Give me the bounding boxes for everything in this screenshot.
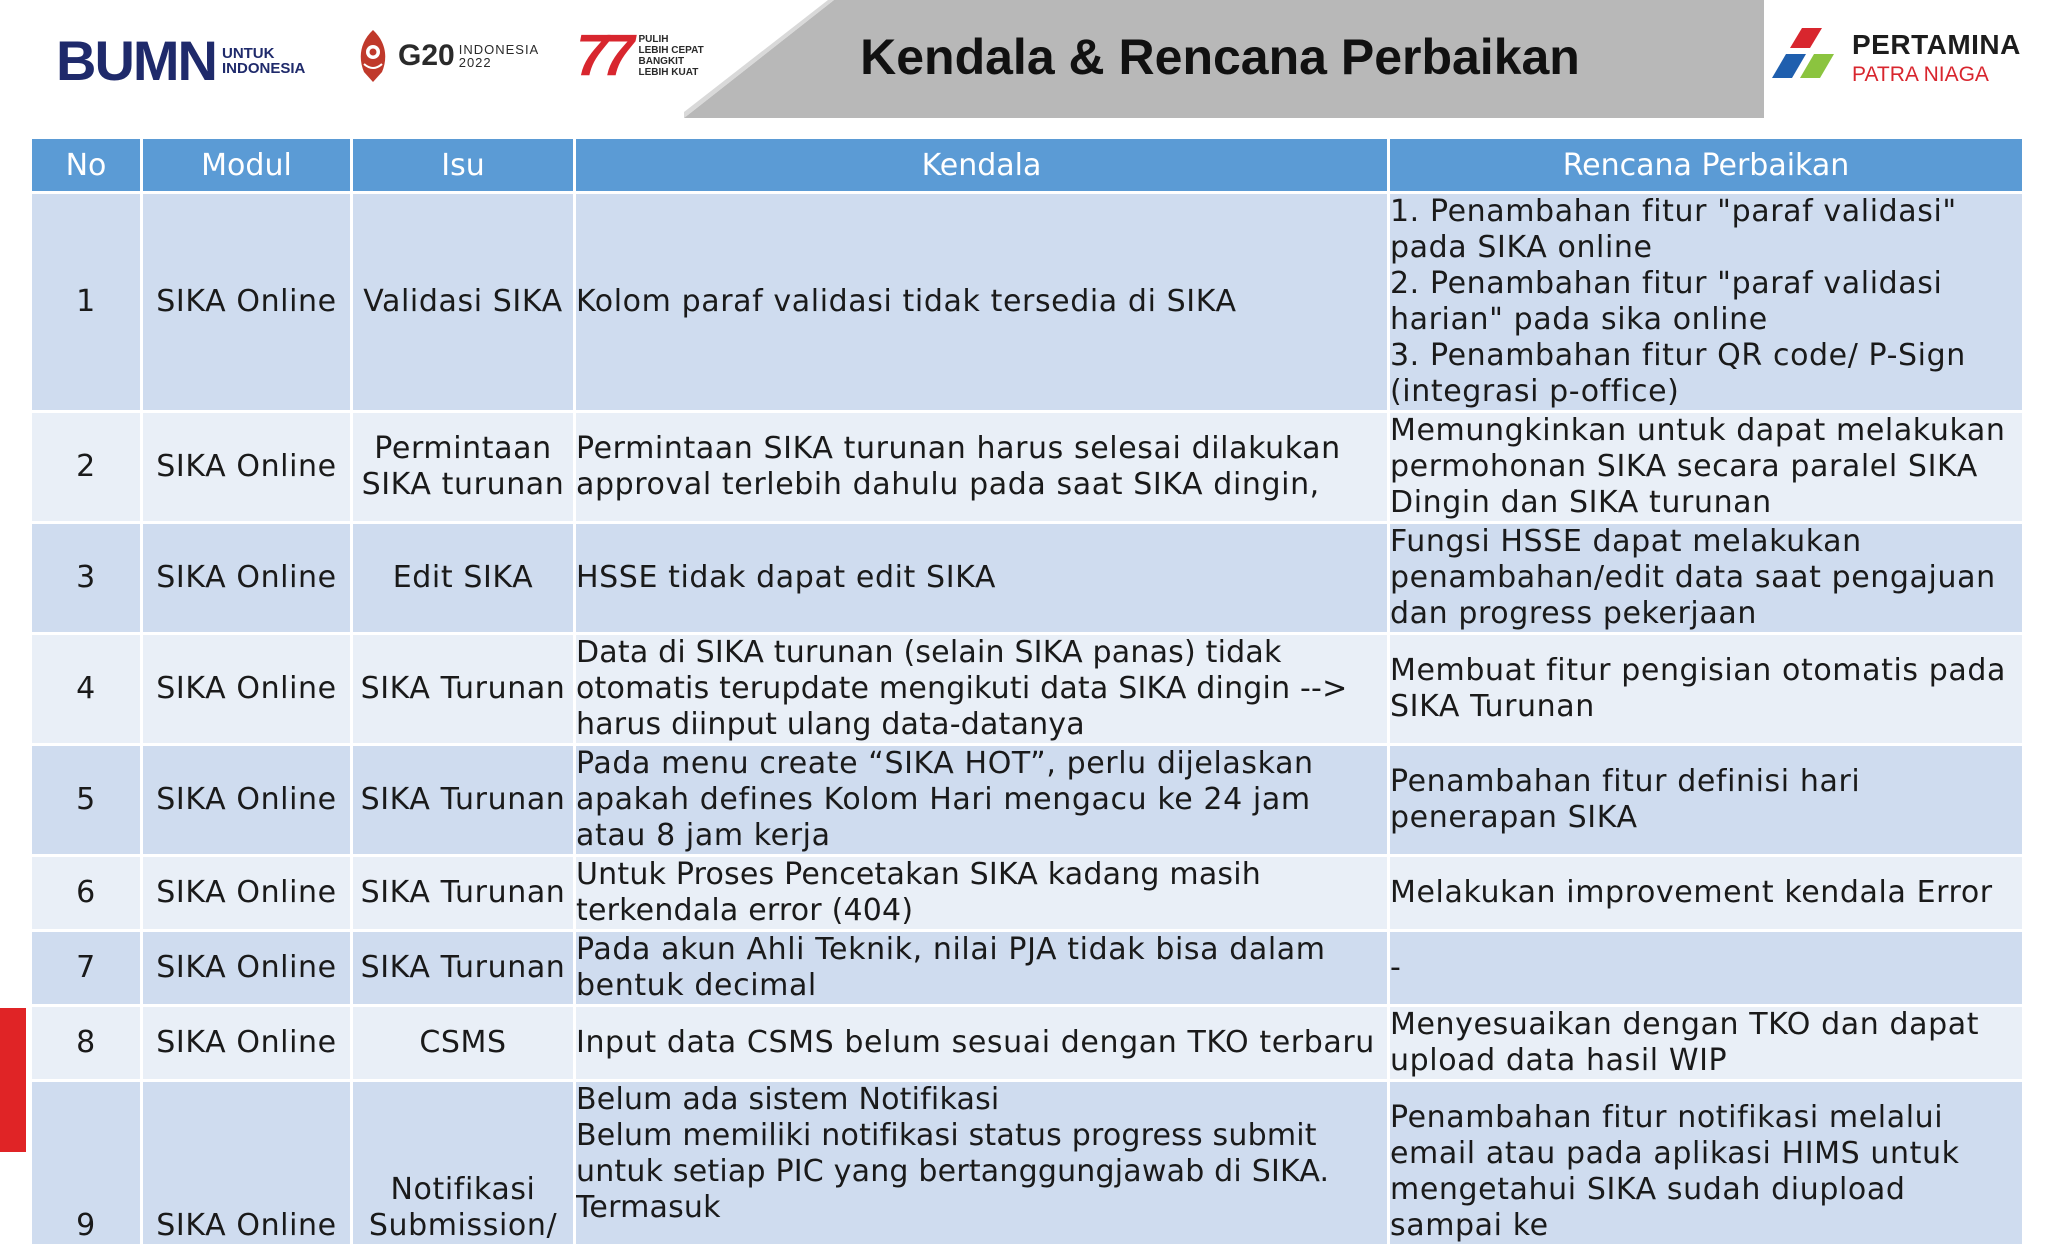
column-header-modul: Modul	[143, 139, 350, 191]
cell-no: 6	[32, 857, 140, 929]
cell-isu: SIKA Turunan	[353, 932, 573, 1004]
issues-table	[29, 136, 2025, 1247]
cell-no: 9	[32, 1082, 140, 1244]
cell-modul: SIKA Online	[143, 635, 350, 743]
cell-isu: Notifikasi Submission/	[353, 1082, 573, 1244]
column-header-rencana: Rencana Perbaikan	[1390, 139, 2022, 191]
cell-isu: SIKA Turunan	[353, 746, 573, 854]
cell-kendala: Input data CSMS belum sesuai dengan TKO terbaru	[576, 1007, 1387, 1079]
cell-kendala: Data di SIKA turunan (selain SIKA panas) tidak otomatis terupdate mengikuti data SIKA dingin --> harus diinput ulang data-datanya	[576, 635, 1387, 743]
cell-modul: SIKA Online	[143, 1082, 350, 1244]
pertamina-logo	[1756, 18, 2021, 98]
table-header-row	[32, 139, 2022, 191]
pertamina-logo-text	[1852, 28, 2021, 88]
pertamina-subname: PATRA NIAGA	[1852, 63, 1989, 86]
table-row	[32, 1082, 2022, 1244]
table-row	[32, 413, 2022, 521]
cell-no: 3	[32, 524, 140, 632]
left-edge-accent	[0, 1008, 26, 1152]
g20-logo-subtitle: INDONESIA 2022	[458, 42, 540, 70]
cell-rencana: -	[1390, 932, 2022, 1004]
column-header-no: No	[32, 139, 140, 191]
cell-rencana: Fungsi HSSE dapat melakukan penambahan/edit data saat pengajuan dan progress pekerjaan	[1390, 524, 2022, 632]
cell-no: 2	[32, 413, 140, 521]
ri77-logo-tagline: PULIH LEBIH CEPAT BANGKIT LEBIH KUAT	[638, 34, 704, 78]
cell-no: 7	[32, 932, 140, 1004]
table-row	[32, 932, 2022, 1004]
table-row	[32, 194, 2022, 410]
cell-kendala: Pada menu create “SIKA HOT”, perlu dijelaskan apakah defines Kolom Hari mengacu ke 24 jam atau 8 jam kerja	[576, 746, 1387, 854]
bumn-logo	[56, 29, 306, 92]
cell-kendala: Pada akun Ahli Teknik, nilai PJA tidak bisa dalam bentuk decimal	[576, 932, 1387, 1004]
ri77-logo-number: 77	[576, 23, 629, 88]
table-row	[32, 635, 2022, 743]
cell-modul: SIKA Online	[143, 413, 350, 521]
cell-no: 4	[32, 635, 140, 743]
cell-modul: SIKA Online	[143, 194, 350, 410]
cell-isu: Edit SIKA	[353, 524, 573, 632]
cell-rencana: Melakukan improvement kendala Error	[1390, 857, 2022, 929]
cell-kendala: HSSE tidak dapat edit SIKA	[576, 524, 1387, 632]
column-header-isu: Isu	[353, 139, 573, 191]
cell-modul: SIKA Online	[143, 524, 350, 632]
cell-kendala: Untuk Proses Pencetakan SIKA kadang masih terkendala error (404)	[576, 857, 1387, 929]
cell-isu: SIKA Turunan	[353, 857, 573, 929]
cell-no: 8	[32, 1007, 140, 1079]
cell-rencana: Penambahan fitur notifikasi melalui email atau pada aplikasi HIMS untuk mengetahui SIKA sudah diupload sampai ke	[1390, 1082, 2022, 1244]
g20-emblem-icon	[352, 28, 394, 84]
pertamina-mark-icon	[1756, 26, 1846, 90]
table-row	[32, 857, 2022, 929]
pertamina-name: PERTAMINA	[1852, 29, 2021, 60]
cell-kendala: Belum ada sistem Notifikasi Belum memiliki notifikasi status progress submit untuk setiap PIC yang bertanggungjawab di SIKA. Termasuk	[576, 1082, 1387, 1244]
cell-rencana: Membuat fitur pengisian otomatis pada SIKA Turunan	[1390, 635, 2022, 743]
cell-no: 1	[32, 194, 140, 410]
page-title: Kendala & Rencana Perbaikan	[860, 29, 1580, 85]
cell-rencana: Menyesuaikan dengan TKO dan dapat upload data hasil WIP	[1390, 1007, 2022, 1079]
cell-modul: SIKA Online	[143, 1007, 350, 1079]
cell-rencana: Memungkinkan untuk dapat melakukan permohonan SIKA secara paralel SIKA Dingin dan SIKA turunan	[1390, 413, 2022, 521]
cell-isu: Validasi SIKA	[353, 194, 573, 410]
cell-modul: SIKA Online	[143, 746, 350, 854]
table-row	[32, 524, 2022, 632]
g20-logo	[352, 26, 539, 86]
cell-isu: CSMS	[353, 1007, 573, 1079]
g20-logo-word: G20	[398, 39, 455, 72]
cell-isu: SIKA Turunan	[353, 635, 573, 743]
column-header-kendala: Kendala	[576, 139, 1387, 191]
cell-rencana: 1. Penambahan fitur "paraf validasi" pada SIKA online 2. Penambahan fitur "paraf validasi harian" pada sika online 3. Penambahan fitur QR code/ P-Sign (integrasi p-office)	[1390, 194, 2022, 410]
cell-kendala: Permintaan SIKA turunan harus selesai dilakukan approval terlebih dahulu pada saat SIKA dingin,	[576, 413, 1387, 521]
table-row	[32, 1007, 2022, 1079]
bumn-logo-subtitle: UNTUK INDONESIA	[221, 45, 306, 77]
cell-no: 5	[32, 746, 140, 854]
bumn-logo-word: BUMN	[56, 29, 216, 92]
table-row	[32, 746, 2022, 854]
cell-modul: SIKA Online	[143, 857, 350, 929]
cell-rencana: Penambahan fitur definisi hari penerapan SIKA	[1390, 746, 2022, 854]
cell-modul: SIKA Online	[143, 932, 350, 1004]
cell-kendala: Kolom paraf validasi tidak tersedia di SIKA	[576, 194, 1387, 410]
cell-isu: Permintaan SIKA turunan	[353, 413, 573, 521]
